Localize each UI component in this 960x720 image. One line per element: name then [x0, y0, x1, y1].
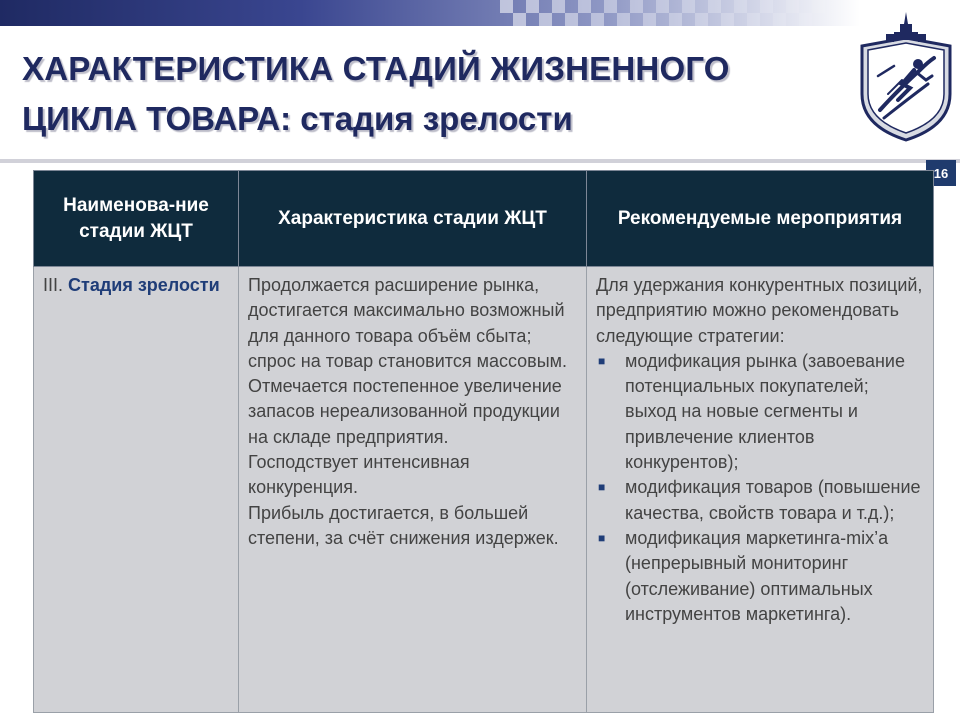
- checker-column: [578, 0, 591, 26]
- stage-name: Стадия зрелости: [68, 275, 220, 295]
- checker-square: [695, 0, 708, 13]
- checker-square: [721, 0, 734, 13]
- checker-column: [591, 0, 604, 26]
- lifecycle-table: [33, 170, 934, 713]
- recommendation-text: модификация товаров (повышение качества, свойств товара и т.д.);: [625, 477, 921, 523]
- characteristic-paragraph: Продолжается расширение рынка, достигается максимально возможный для данного товара объём сбыта; спрос на товар становится массовым.: [248, 275, 568, 371]
- checker-square: [682, 0, 695, 13]
- checker-square: [760, 13, 773, 26]
- checker-column: [656, 0, 669, 26]
- list-item: [596, 475, 925, 526]
- checker-square: [760, 0, 773, 13]
- checker-column: [539, 0, 552, 26]
- checker-column: [812, 0, 825, 26]
- slide-title-line2: ЦИКЛА ТОВАРА: стадия зрелости: [22, 100, 573, 137]
- checker-square: [695, 13, 708, 26]
- checker-column: [708, 0, 721, 26]
- checker-square: [526, 0, 539, 13]
- table-header-row: [34, 171, 934, 267]
- checker-square: [578, 13, 591, 26]
- checker-square: [552, 0, 565, 13]
- checker-column: [617, 0, 630, 26]
- checker-square: [630, 0, 643, 13]
- checker-column: [825, 0, 838, 26]
- square-bullet-icon: ■: [598, 480, 606, 495]
- checker-square: [617, 0, 630, 13]
- characteristic-paragraph: Отмечается постепенное увеличение запасов нереализованной продукции на складе предприятия.: [248, 376, 562, 447]
- checker-square: [747, 0, 760, 13]
- checker-column: [773, 0, 786, 26]
- stage-cell: [34, 267, 239, 713]
- checker-square: [812, 0, 825, 13]
- checker-column: [500, 0, 513, 26]
- checker-square: [604, 13, 617, 26]
- checker-square: [708, 13, 721, 26]
- checker-square: [500, 0, 513, 13]
- university-shield-emblem-icon: [858, 10, 954, 142]
- table-row: [34, 267, 934, 713]
- checker-square: [643, 13, 656, 26]
- checker-column: [604, 0, 617, 26]
- checker-square: [825, 0, 838, 13]
- checker-column: [669, 0, 682, 26]
- checker-square: [786, 0, 799, 13]
- page-number-badge: 16: [926, 160, 956, 186]
- checker-square: [747, 13, 760, 26]
- checker-square: [591, 13, 604, 26]
- recommendation-text: модификация маркетинга-mix’a (непрерывный мониторинг (отслеживание) оптимальных инструментов маркетинга).: [625, 527, 889, 624]
- square-bullet-icon: ■: [598, 530, 606, 545]
- recommendations-intro: Для удержания конкурентных позиций, предприятию можно рекомендовать следующие стратегии:: [596, 275, 923, 346]
- checker-square: [591, 0, 604, 13]
- checker-square: [513, 0, 526, 13]
- checker-square: [825, 13, 838, 26]
- checker-column: [526, 0, 539, 26]
- checker-square: [500, 13, 513, 26]
- checker-square: [786, 13, 799, 26]
- header-stage-name: Наименова-ние стадии ЖЦТ: [34, 171, 239, 267]
- recommendations-cell: [587, 267, 934, 713]
- checker-square: [643, 0, 656, 13]
- checker-column: [760, 0, 773, 26]
- checker-square: [656, 13, 669, 26]
- checker-square: [539, 13, 552, 26]
- checker-square: [565, 0, 578, 13]
- checker-square: [526, 13, 539, 26]
- checker-square: [708, 0, 721, 13]
- list-item: [596, 526, 925, 627]
- checker-column: [565, 0, 578, 26]
- checker-column: [643, 0, 656, 26]
- checker-column: [786, 0, 799, 26]
- recommendation-text: модификация рынка (завоевание потенциальных покупателей; выход на новые сегменты и привлечение клиентов конкурентов);: [625, 350, 905, 473]
- checker-square: [578, 0, 591, 13]
- square-bullet-icon: ■: [598, 353, 606, 368]
- header-recommendations: Рекомендуемые мероприятия: [587, 171, 934, 267]
- checker-square: [617, 13, 630, 26]
- checker-square: [669, 13, 682, 26]
- characteristic-paragraph: Господствует интенсивная конкуренция.: [248, 452, 470, 498]
- slide-title-line1: ХАРАКТЕРИСТИКА СТАДИЙ ЖИЗНЕННОГО: [22, 50, 730, 87]
- checker-column: [630, 0, 643, 26]
- recommendations-list: [596, 349, 925, 627]
- stage-number: III.: [43, 275, 64, 295]
- header-characteristics: Характеристика стадии ЖЦТ: [239, 171, 587, 267]
- checker-square: [669, 0, 682, 13]
- checker-square: [682, 13, 695, 26]
- checker-square: [734, 0, 747, 13]
- checker-square: [513, 13, 526, 26]
- characteristic-paragraph: Прибыль достигается, в большей степени, за счёт снижения издержек.: [248, 502, 559, 548]
- checker-square: [734, 13, 747, 26]
- checker-square: [604, 0, 617, 13]
- checker-square: [799, 0, 812, 13]
- checker-pattern: [500, 0, 838, 26]
- characteristics-cell: [239, 267, 587, 713]
- checker-square: [630, 13, 643, 26]
- checker-column: [682, 0, 695, 26]
- title-divider: [0, 159, 960, 163]
- checker-column: [721, 0, 734, 26]
- list-item: [596, 349, 925, 475]
- checker-square: [799, 13, 812, 26]
- checker-square: [721, 13, 734, 26]
- checker-column: [695, 0, 708, 26]
- checker-column: [513, 0, 526, 26]
- slide-title: [22, 44, 842, 144]
- checker-square: [773, 0, 786, 13]
- checker-square: [539, 0, 552, 13]
- checker-column: [799, 0, 812, 26]
- checker-square: [565, 13, 578, 26]
- checker-column: [552, 0, 565, 26]
- checker-column: [734, 0, 747, 26]
- checker-square: [656, 0, 669, 13]
- checker-column: [747, 0, 760, 26]
- checker-square: [812, 13, 825, 26]
- checker-square: [773, 13, 786, 26]
- checker-square: [552, 13, 565, 26]
